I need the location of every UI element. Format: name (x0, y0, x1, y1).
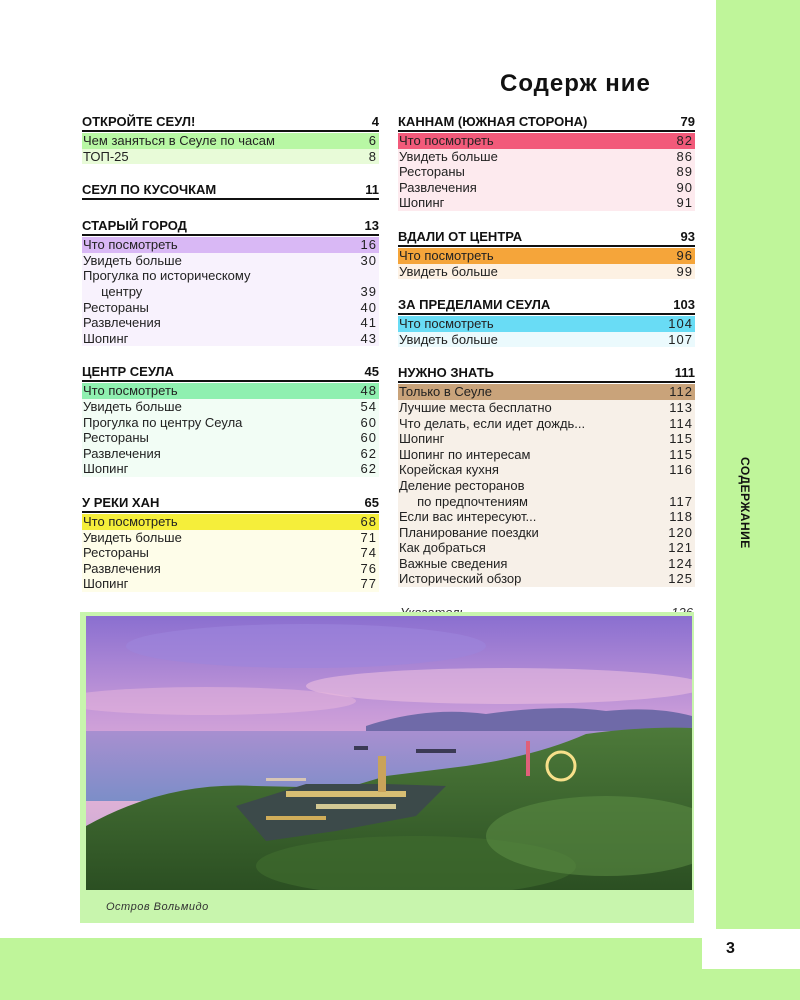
wolmido-island-photo (86, 616, 692, 890)
entry-label: Увидеть больше (399, 148, 498, 164)
toc-entry[interactable] (82, 561, 379, 577)
entry-page: 41 (360, 315, 377, 331)
toc-entry[interactable] (398, 400, 695, 416)
toc-section (398, 114, 695, 211)
entry-label: Шопинг (83, 461, 129, 477)
toc-entry[interactable] (398, 462, 695, 478)
entry-label: Прогулка по центру Сеула (83, 414, 243, 430)
entry-page: 107 (668, 331, 693, 347)
photo-caption: Остров Вольмидо (106, 901, 209, 913)
section-page: 79 (680, 114, 695, 129)
entry-page: 54 (360, 398, 377, 414)
toc-right-column (398, 114, 695, 620)
section-title: ОТКРОЙТЕ СЕУЛ! (82, 114, 196, 129)
toc-entry[interactable] (82, 415, 379, 431)
toc-entry[interactable] (82, 446, 379, 462)
toc-entry[interactable] (398, 264, 695, 280)
entry-page: 125 (668, 571, 693, 587)
entry-label: Увидеть больше (399, 263, 498, 279)
toc-section (82, 114, 379, 164)
toc-entry[interactable] (82, 315, 379, 331)
toc-entry[interactable] (82, 331, 379, 347)
toc-entry[interactable] (398, 149, 695, 165)
toc-entry[interactable] (82, 430, 379, 446)
toc-section (398, 229, 695, 279)
toc-entry[interactable] (82, 149, 379, 165)
section-page: 45 (364, 364, 379, 380)
section-title: ЗА ПРЕДЕЛАМИ СЕУЛА (398, 297, 551, 313)
section-heading[interactable] (82, 182, 379, 200)
entry-page: 118 (669, 509, 693, 525)
toc-entry[interactable] (82, 576, 379, 592)
entry-page: 117 (669, 493, 693, 509)
entry-label: Увидеть больше (399, 331, 498, 347)
entry-label: Деление ресторанов по предпочтениям (399, 477, 528, 509)
entry-label: Шопинг по интересам (399, 446, 531, 462)
entry-page: 113 (669, 399, 693, 415)
entry-label: Важные сведения (399, 555, 508, 571)
toc-section (82, 182, 379, 200)
entry-page: 39 (360, 283, 377, 299)
entry-page: 90 (676, 179, 693, 195)
entry-label: Что посмотреть (399, 316, 494, 332)
toc-entry[interactable] (82, 530, 379, 546)
section-title: НУЖНО ЗНАТЬ (398, 365, 494, 381)
toc-entry[interactable] (398, 431, 695, 447)
entry-page: 60 (360, 430, 377, 446)
entry-page: 114 (669, 415, 693, 431)
toc-entry[interactable] (82, 545, 379, 561)
section-title: СТАРЫЙ ГОРОД (82, 218, 187, 234)
toc-left-column (82, 114, 379, 610)
section-page: 111 (674, 365, 695, 381)
entry-label: Если вас интересуют... (399, 509, 537, 525)
entry-page: 86 (676, 148, 693, 164)
toc-entry[interactable] (398, 384, 695, 400)
entry-label: Шопинг (399, 431, 445, 447)
entry-label: Шопинг (83, 576, 129, 592)
page-title: Содерж ние (500, 70, 651, 97)
entry-page: 68 (360, 513, 377, 529)
toc-entry[interactable] (398, 509, 695, 525)
entry-page: 48 (360, 383, 377, 399)
entry-page: 62 (360, 445, 377, 461)
entry-label: Что посмотреть (83, 513, 178, 529)
toc-entry[interactable] (398, 164, 695, 180)
entry-label: Планирование поездки (399, 524, 539, 540)
entry-page: 104 (668, 316, 693, 332)
toc-entry[interactable] (398, 316, 695, 332)
entry-label: Что делать, если идет дождь... (399, 415, 586, 431)
entry-label: ТОП-25 (83, 148, 129, 164)
toc-entry[interactable] (82, 461, 379, 477)
entry-page: 30 (360, 252, 377, 268)
entry-page: 91 (676, 195, 693, 211)
entry-label: Лучшие места бесплатно (399, 399, 552, 415)
entry-label: Развлечения (399, 179, 477, 195)
entry-page: 120 (668, 524, 693, 540)
section-page: 65 (364, 494, 379, 510)
entry-page: 40 (360, 299, 377, 315)
entry-page: 96 (676, 247, 693, 263)
toc-section (398, 365, 695, 587)
toc-entry[interactable] (82, 133, 379, 149)
entry-page: 89 (676, 164, 693, 180)
entry-label: Чем заняться в Сеуле по часам (83, 133, 275, 148)
section-page: 4 (371, 114, 379, 129)
section-heading[interactable] (398, 297, 695, 315)
entry-page: 124 (668, 555, 693, 571)
entry-page: 82 (676, 133, 693, 148)
toc-entry[interactable] (82, 383, 379, 399)
toc-entry[interactable] (398, 525, 695, 541)
section-heading[interactable] (398, 229, 695, 247)
entry-page: 99 (676, 263, 693, 279)
entry-page: 16 (360, 237, 377, 253)
entry-page: 77 (360, 576, 377, 592)
toc-entry[interactable] (398, 540, 695, 556)
section-heading[interactable] (82, 114, 379, 132)
entry-label: Рестораны (83, 299, 149, 315)
section-title: У РЕКИ ХАН (82, 494, 160, 510)
entry-label: Корейская кухня (399, 462, 499, 478)
toc-entry[interactable] (398, 571, 695, 587)
entry-label: Развлечения (83, 445, 161, 461)
toc-entry[interactable] (82, 268, 379, 299)
entry-page: 43 (360, 330, 377, 346)
toc-section (82, 218, 379, 346)
page-number: 3 (702, 929, 800, 969)
entry-label: Шопинг (83, 330, 129, 346)
entry-page: 6 (368, 133, 377, 148)
section-page: 103 (673, 297, 695, 313)
section-page: 93 (680, 228, 695, 244)
toc-entry[interactable] (82, 514, 379, 530)
section-title: ЦЕНТР СЕУЛА (82, 364, 174, 380)
entry-page: 76 (360, 560, 377, 576)
toc-entry[interactable] (398, 195, 695, 211)
section-heading[interactable] (82, 495, 379, 513)
entry-label: Что посмотреть (83, 383, 178, 399)
entry-page: 112 (669, 384, 693, 400)
toc-entry[interactable] (398, 180, 695, 196)
entry-page: 71 (360, 529, 377, 545)
bottom-color-strip (0, 938, 716, 1000)
entry-page: 60 (360, 414, 377, 430)
entry-label: Только в Сеуле (399, 384, 492, 400)
entry-label: Рестораны (399, 164, 465, 180)
toc-entry[interactable] (398, 478, 695, 509)
section-page: 13 (364, 218, 379, 234)
toc-entry[interactable] (82, 300, 379, 316)
entry-page: 74 (360, 545, 377, 561)
entry-label: Увидеть больше (83, 252, 182, 268)
toc-entry[interactable] (398, 248, 695, 264)
entry-label: Увидеть больше (83, 529, 182, 545)
section-heading[interactable] (398, 114, 695, 132)
toc-entry[interactable] (82, 399, 379, 415)
toc-entry[interactable] (398, 416, 695, 432)
section-heading[interactable] (398, 365, 695, 383)
entry-page: 121 (668, 540, 693, 556)
section-heading[interactable] (82, 364, 379, 382)
toc-entry[interactable] (398, 332, 695, 348)
entry-label: Шопинг (399, 195, 445, 211)
entry-page: 8 (368, 148, 377, 164)
toc-section (82, 495, 379, 592)
entry-label: Прогулка по историческому центру (83, 268, 251, 299)
toc-entry[interactable] (82, 253, 379, 269)
toc-entry[interactable] (82, 237, 379, 253)
side-section-label: СОДЕРЖАНИЕ (738, 457, 752, 549)
toc-entry[interactable] (398, 447, 695, 463)
entry-label: Что посмотреть (83, 237, 178, 253)
entry-label: Увидеть больше (83, 398, 182, 414)
section-title: СЕУЛ ПО КУСОЧКАМ (82, 182, 217, 198)
section-title: КАННАМ (ЮЖНАЯ СТОРОНА) (398, 114, 588, 129)
entry-label: Рестораны (83, 545, 149, 561)
toc-section (398, 297, 695, 347)
entry-label: Рестораны (83, 430, 149, 446)
entry-page: 116 (669, 462, 693, 478)
entry-page: 62 (360, 461, 377, 477)
entry-label: Развлечения (83, 315, 161, 331)
entry-label: Развлечения (83, 560, 161, 576)
tower (378, 756, 386, 792)
entry-page: 115 (669, 446, 693, 462)
toc-entry[interactable] (398, 556, 695, 572)
entry-label: Что посмотреть (399, 247, 494, 263)
entry-label: Что посмотреть (399, 133, 494, 148)
toc-section (82, 364, 379, 477)
entry-label: Как добраться (399, 540, 486, 556)
toc-entry[interactable] (398, 133, 695, 149)
section-page: 11 (365, 182, 379, 198)
section-heading[interactable] (82, 218, 379, 236)
entry-page: 115 (669, 431, 693, 447)
section-title: ВДАЛИ ОТ ЦЕНТРА (398, 228, 523, 244)
entry-label: Исторический обзор (399, 571, 522, 587)
